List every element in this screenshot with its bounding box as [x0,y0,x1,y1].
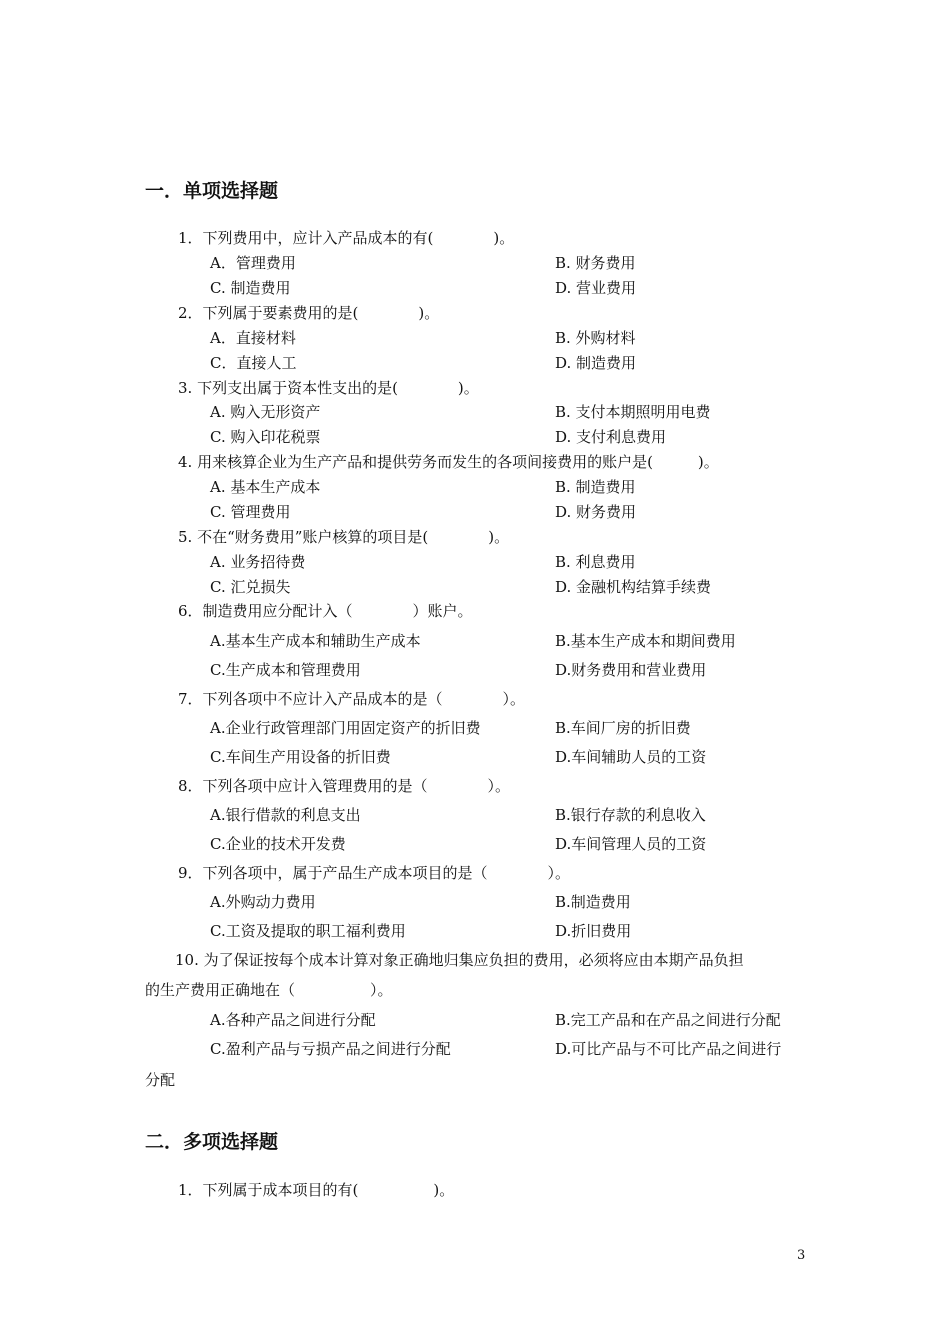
question-1: 1．下列费用中，应计入产品成本的有( )。 [178,229,515,247]
q8-option-d: D.车间管理人员的工资 [555,835,707,853]
multi-question-1: 1．下列属于成本项目的有( )。 [178,1181,455,1199]
q4-option-c: C. 管理费用 [210,503,291,521]
q7-option-a: A.企业行政管理部门用固定资产的折旧费 [210,719,481,737]
section-heading-single-choice: 一．单项选择题 [145,180,279,202]
question-2: 2．下列属于要素费用的是( )。 [178,304,440,322]
question-10-line-2: 的生产费用正确地在（ ）。 [145,981,393,999]
q10-option-a: A.各种产品之间进行分配 [210,1011,376,1029]
q9-option-c: C.工资及提取的职工福利费用 [210,922,406,940]
q7-option-c: C.车间生产用设备的折旧费 [210,748,391,766]
q6-option-c: C.生产成本和管理费用 [210,661,361,679]
q1-option-c: C. 制造费用 [210,279,291,297]
page-number: 3 [797,1248,806,1263]
q2-option-c: C．直接人工 [210,354,297,372]
q10-option-b: B.完工产品和在产品之间进行分配 [555,1011,781,1029]
q3-option-b: B. 支付本期照明用电费 [555,403,711,421]
q7-option-b: B.车间厂房的折旧费 [555,719,691,737]
q10-option-d: D.可比产品与不可比产品之间进行 [555,1040,782,1058]
q6-option-b: B.基本生产成本和期间费用 [555,632,736,650]
q2-option-b: B. 外购材料 [555,329,636,347]
q2-option-a: A．直接材料 [210,329,296,347]
q3-option-a: A. 购入无形资产 [210,403,321,421]
q10-option-c: C.盈利产品与亏损产品之间进行分配 [210,1040,451,1058]
question-7: 7．下列各项中不应计入产品成本的是（ ）。 [178,690,526,708]
question-3: 3. 下列支出属于资本性支出的是( )。 [178,379,479,397]
q9-option-b: B.制造费用 [555,893,631,911]
question-6: 6．制造费用应分配计入（ ）账户。 [178,602,473,620]
q5-option-d: D. 金融机构结算手续费 [555,578,712,596]
question-10-line-1: 10. 为了保证按每个成本计算对象正确地归集应负担的费用，必须将应由本期产品负担 [145,951,744,969]
q6-option-a: A.基本生产成本和辅助生产成本 [210,632,421,650]
q9-option-a: A.外购动力费用 [210,893,316,911]
q4-option-a: A. 基本生产成本 [210,478,321,496]
question-9: 9．下列各项中，属于产品生产成本项目的是（ ）。 [178,864,571,882]
q8-option-b: B.银行存款的利息收入 [555,806,706,824]
q1-option-b: B. 财务费用 [555,254,636,272]
q7-option-d: D.车间辅助人员的工资 [555,748,707,766]
q4-option-d: D. 财务费用 [555,503,637,521]
q9-option-d: D.折旧费用 [555,922,632,940]
q5-option-a: A. 业务招待费 [210,553,306,571]
section-heading-multi-choice: 二．多项选择题 [145,1131,279,1153]
q8-option-c: C.企业的技术开发费 [210,835,346,853]
question-8: 8．下列各项中应计入管理费用的是（ ）。 [178,777,511,795]
question-4: 4. 用来核算企业为生产产品和提供劳务而发生的各项间接费用的账户是( )。 [178,453,719,471]
q5-option-c: C. 汇兑损失 [210,578,291,596]
q3-option-d: D. 支付利息费用 [555,428,667,446]
q8-option-a: A.银行借款的利息支出 [210,806,361,824]
q6-option-d: D.财务费用和营业费用 [555,661,707,679]
q1-option-d: D. 营业费用 [555,279,637,297]
question-5: 5. 不在“财务费用”账户核算的项目是( )。 [178,528,510,546]
q10-option-d-continued: 分配 [145,1071,176,1089]
q2-option-d: D. 制造费用 [555,354,637,372]
q1-option-a: A．管理费用 [210,254,296,272]
q5-option-b: B. 利息费用 [555,553,636,571]
q4-option-b: B. 制造费用 [555,478,636,496]
q3-option-c: C. 购入印花税票 [210,428,321,446]
